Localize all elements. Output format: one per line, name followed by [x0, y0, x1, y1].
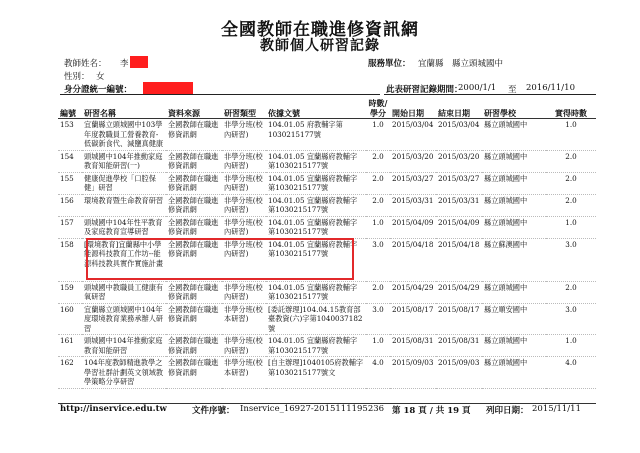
cell-document-no: 104.01.05 宜蘭縣府教輔字第1030215177號 — [266, 172, 366, 194]
cell-type: 非學分班(校內研習) — [222, 335, 266, 357]
cell-hours: 2.0 — [366, 172, 390, 194]
cell-credit-hours: 2.0 — [546, 194, 596, 216]
id-redaction — [143, 82, 193, 94]
cell-end-date: 2015/04/09 — [436, 216, 482, 238]
cell-document-no: 104.01.05 宜蘭縣府教輔字第1030215177號 — [266, 194, 366, 216]
cell-credit-hours: 1.0 — [546, 216, 596, 238]
cell-start-date: 2015/04/18 — [390, 238, 436, 281]
cell-credit-hours: 3.0 — [546, 238, 596, 281]
cell-course-name: [環境教育]宜蘭縣中小學能源科技教育工作坊--能源科技教具實作實施計畫 — [82, 238, 166, 281]
name-label: 教師姓名： — [64, 59, 107, 69]
cell-source: 全國教師在職進修資訊網 — [166, 194, 222, 216]
cell-document-no: 104.01.05 宜蘭縣府教輔字第1030215177號 — [266, 335, 366, 357]
cell-course-name: 頭城國中104年推動家庭教育知能研習(一) — [82, 150, 166, 172]
cell-end-date: 2015/03/04 — [436, 119, 482, 151]
header-document-no: 依據文號 — [266, 99, 366, 119]
cell-document-no: 104.01.05 宜蘭縣府教輔字第1030215177號 — [266, 238, 366, 281]
cell-number: 153 — [58, 119, 82, 151]
header-end-date: 結束日期 — [436, 99, 482, 119]
cell-source: 全國教師在職進修資訊網 — [166, 238, 222, 281]
cell-school: 縣立頭城國中 — [482, 194, 546, 216]
cell-type: 非學分班(校內研習) — [222, 119, 266, 151]
cell-start-date: 2015/03/31 — [390, 194, 436, 216]
period-underline — [384, 94, 596, 95]
cell-hours: 2.0 — [366, 281, 390, 303]
cell-source: 全國教師在職進修資訊網 — [166, 150, 222, 172]
cell-school: 縣立頭城國中 — [482, 216, 546, 238]
cell-hours: 2.0 — [366, 194, 390, 216]
cell-start-date: 2015/03/27 — [390, 172, 436, 194]
cell-school: 縣立頭城國中 — [482, 172, 546, 194]
cell-number: 154 — [58, 150, 82, 172]
cell-credit-hours: 2.0 — [546, 150, 596, 172]
cell-document-no: 104.01.05 宜蘭縣府教輔字第1030215177號 — [266, 150, 366, 172]
cell-document-no: [自主辦理]1040105府教輔字第1030215177號文 — [266, 357, 366, 389]
system-title: 全國教師在職進修資訊網 — [221, 20, 419, 40]
cell-start-date: 2015/03/04 — [390, 119, 436, 151]
cell-start-date: 2015/08/17 — [390, 303, 436, 335]
footer-doc-label: 文件序號： — [192, 406, 235, 416]
period-from: 2000/1/1 — [458, 83, 497, 93]
cell-credit-hours: 2.0 — [546, 172, 596, 194]
name-value: 李 — [120, 59, 129, 69]
cell-end-date: 2015/03/20 — [436, 150, 482, 172]
cell-course-name: 宜蘭縣立頭城國中103學年度教職員工營養教育-低碳新食代、減鹽真健康 — [82, 119, 166, 151]
cell-end-date: 2015/04/29 — [436, 281, 482, 303]
cell-end-date: 2015/08/17 — [436, 303, 482, 335]
header-school: 研習學校 — [482, 99, 546, 119]
header-number: 編號 — [58, 99, 82, 119]
cell-number: 159 — [58, 281, 82, 303]
cell-end-date: 2015/04/18 — [436, 238, 482, 281]
cell-credit-hours: 4.0 — [546, 357, 596, 389]
cell-hours: 1.0 — [366, 216, 390, 238]
cell-source: 全國教師在職進修資訊網 — [166, 357, 222, 389]
table-row — [58, 303, 596, 335]
id-underline — [60, 94, 380, 95]
header-type: 研習類型 — [222, 99, 266, 119]
cell-number: 156 — [58, 194, 82, 216]
cell-document-no: [委託辦理]104.04.15教育部臺教資(六)字第1040037182號 — [266, 303, 366, 335]
header-credit-hours: 實得時數 — [546, 99, 596, 119]
cell-number: 160 — [58, 303, 82, 335]
cell-credit-hours: 3.0 — [546, 303, 596, 335]
cell-type: 非學分班(校內研習) — [222, 216, 266, 238]
footer-doc-value: Inservice_16927-2015111195236 — [240, 404, 385, 414]
id-label: 身分證統一編號： — [64, 85, 133, 95]
cell-number: 158 — [58, 238, 82, 281]
cell-hours: 2.0 — [366, 150, 390, 172]
cell-hours: 3.0 — [366, 238, 390, 281]
cell-credit-hours: 1.0 — [546, 119, 596, 151]
table-row — [58, 150, 596, 172]
name-redaction — [130, 56, 148, 68]
gender-value: 女 — [96, 72, 105, 82]
cell-source: 全國教師在職進修資訊網 — [166, 216, 222, 238]
cell-end-date: 2015/08/31 — [436, 335, 482, 357]
cell-hours: 1.0 — [366, 119, 390, 151]
cell-hours: 4.0 — [366, 357, 390, 389]
cell-source: 全國教師在職進修資訊網 — [166, 335, 222, 357]
header-start-date: 開始日期 — [390, 99, 436, 119]
table-row — [58, 357, 596, 389]
cell-start-date: 2015/03/20 — [390, 150, 436, 172]
footer-print-label: 列印日期： — [486, 406, 529, 416]
header-hours: 時數/學分 — [366, 99, 390, 119]
cell-end-date: 2015/03/27 — [436, 172, 482, 194]
cell-start-date: 2015/04/09 — [390, 216, 436, 238]
highlighted-record-box — [86, 238, 354, 280]
cell-course-name: 104年度教師精進教學之學習社群計劃英文領域教學策略分享研習 — [82, 357, 166, 389]
cell-end-date: 2015/03/31 — [436, 194, 482, 216]
table-row — [58, 216, 596, 238]
table-header-row — [58, 99, 596, 119]
footer-page: 第 18 頁 / 共 19 頁 — [392, 406, 471, 416]
cell-type: 非學分班(校本研習) — [222, 357, 266, 389]
period-separator: 至 — [508, 85, 517, 95]
table-row — [58, 172, 596, 194]
report-title: 教師個人研習記錄 — [260, 38, 380, 54]
cell-number: 155 — [58, 172, 82, 194]
cell-hours: 3.0 — [366, 303, 390, 335]
cell-credit-hours: 2.0 — [546, 281, 596, 303]
cell-school: 縣立頭城國中 — [482, 357, 546, 389]
cell-source: 全國教師在職進修資訊網 — [166, 172, 222, 194]
cell-start-date: 2015/09/03 — [390, 357, 436, 389]
cell-credit-hours: 1.0 — [546, 335, 596, 357]
cell-school: 縣立頭城國中 — [482, 281, 546, 303]
cell-number: 161 — [58, 335, 82, 357]
table-row — [58, 281, 596, 303]
cell-course-name: 頭城國中104年性平教育及家庭教育宣導研習 — [82, 216, 166, 238]
cell-course-name: 宜蘭縣立頭城國中104年度環境教育業務承辦人研習 — [82, 303, 166, 335]
cell-type: 非學分班(校內研習) — [222, 172, 266, 194]
cell-start-date: 2015/08/31 — [390, 335, 436, 357]
cell-number: 162 — [58, 357, 82, 389]
cell-school: 縣立頭城國中 — [482, 119, 546, 151]
header-course-name: 研習名稱 — [82, 99, 166, 119]
cell-school: 縣立順安國中 — [482, 303, 546, 335]
cell-number: 157 — [58, 216, 82, 238]
unit-value: 宜蘭縣 縣立頭城國中 — [418, 59, 504, 69]
footer-url: http://inservice.edu.tw — [60, 404, 167, 414]
cell-course-name: 環境教育暨生命教育研習 — [82, 194, 166, 216]
cell-start-date: 2015/04/29 — [390, 281, 436, 303]
cell-type: 非學分班(校內研習) — [222, 238, 266, 281]
cell-document-no: 104.01.05 宜蘭縣府教輔字第1030215177號 — [266, 281, 366, 303]
cell-hours: 1.0 — [366, 335, 390, 357]
cell-document-no: 104.01.05 府教輔字第1030215177號 — [266, 119, 366, 151]
period-to: 2016/11/10 — [526, 83, 575, 93]
unit-label: 服務單位： — [368, 59, 411, 69]
cell-course-name: 頭城國中教職員工健康有氧研習 — [82, 281, 166, 303]
cell-type: 非學分班(校內研習) — [222, 281, 266, 303]
cell-course-name: 頭城國中104年推動家庭教育知能研習 — [82, 335, 166, 357]
gender-label: 性別： — [64, 72, 90, 82]
cell-type: 非學分班(校內研習) — [222, 194, 266, 216]
footer-print-value: 2015/11/11 — [532, 404, 581, 414]
cell-school: 縣立蘇澳國中 — [482, 238, 546, 281]
header-source: 資料來源 — [166, 99, 222, 119]
cell-course-name: 健康促進學校「口腔保健」研習 — [82, 172, 166, 194]
cell-source: 全國教師在職進修資訊網 — [166, 119, 222, 151]
cell-type: 非學分班(校本研習) — [222, 303, 266, 335]
period-label: 此表研習記錄期間： — [386, 85, 463, 95]
cell-school: 縣立頭城國中 — [482, 150, 546, 172]
cell-document-no: 104.01.05 宜蘭縣府教輔字第1030215177號 — [266, 216, 366, 238]
cell-end-date: 2015/09/03 — [436, 357, 482, 389]
cell-source: 全國教師在職進修資訊網 — [166, 281, 222, 303]
cell-type: 非學分班(校內研習) — [222, 150, 266, 172]
cell-source: 全國教師在職進修資訊網 — [166, 303, 222, 335]
table-row — [58, 119, 596, 151]
table-row — [58, 194, 596, 216]
cell-school: 縣立頭城國中 — [482, 335, 546, 357]
table-row — [58, 335, 596, 357]
